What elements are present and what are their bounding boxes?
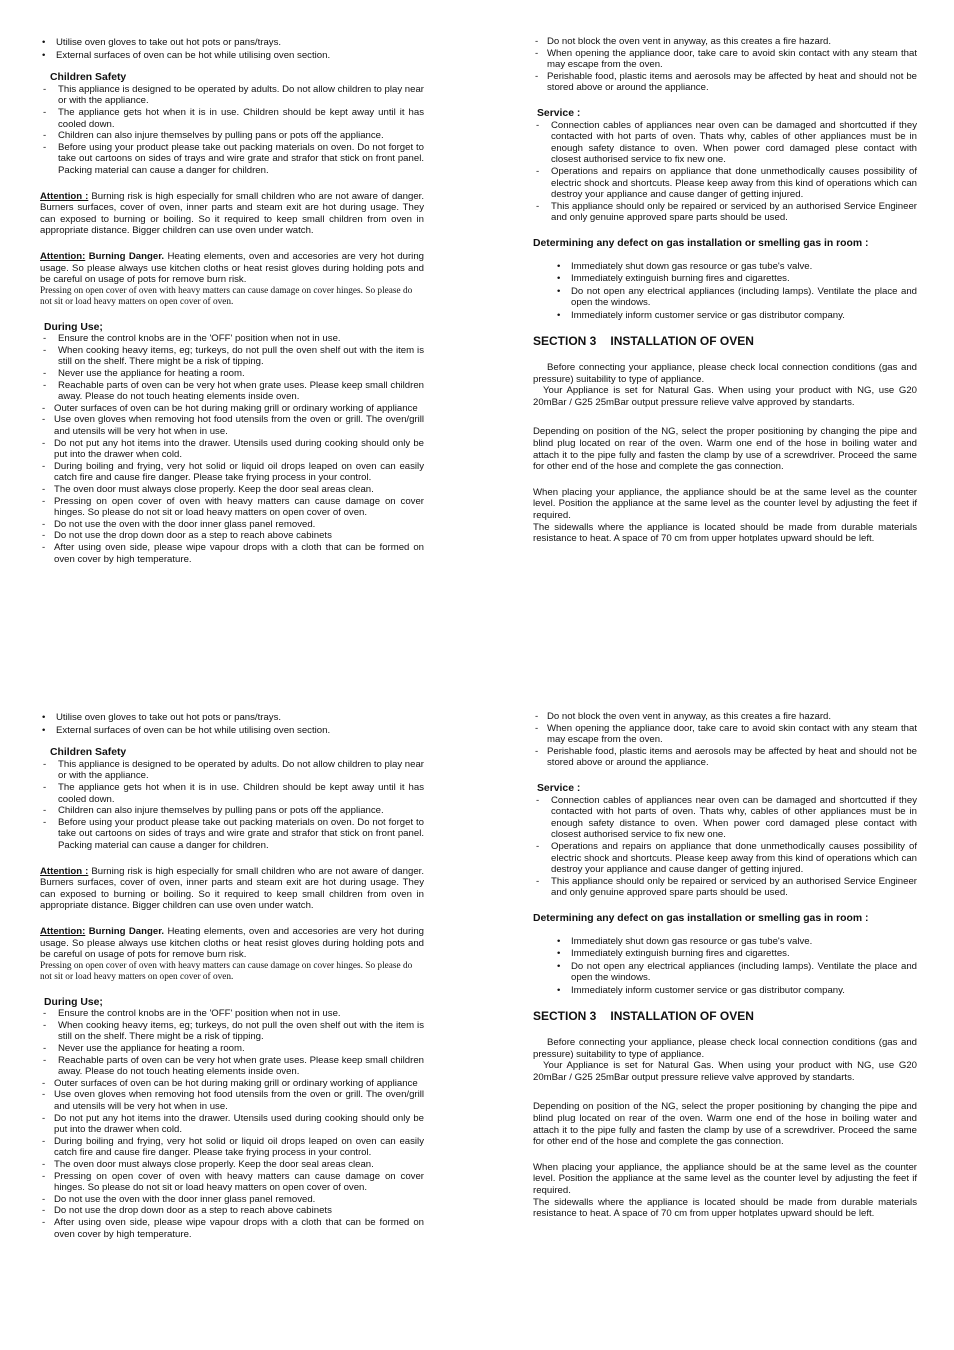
list-item: - Pressing on open cover of oven with heavy matters can cause damage on cover hinges. So please do not sit or load heavy matters on open cover of oven. <box>40 496 424 519</box>
paragraph: The sidewalls where the appliance is located should be made from durable materials resistance to heat. A space of 70 cm from upper hotplates upward should be left. <box>533 521 917 545</box>
paragraph: When placing your appliance, the appliance should be at the same level as the counter level. Position the appliance at the same level as the counter level by adjusting the feet if required. <box>533 486 917 521</box>
serif-note: Pressing on open cover of oven with heavy matters can cause damage on cover hinges. So please do not sit or load heavy matters on open cover of oven. <box>40 960 413 982</box>
attention-label: Attention : <box>40 190 89 202</box>
attention-text: Heating elements, oven and accesories are very hot during usage. So please always use kitchen cloths or heat resist gloves during holding pots and be careful on usage of pots for remove burn risk. <box>40 250 424 286</box>
attention-paragraph <box>40 191 424 237</box>
paragraph: Before connecting your appliance, please check local connection conditions (gas and pressure) suitability to type of appliance. <box>533 362 917 385</box>
bullet-item: • Immediately extinguish burning fires and cigarettes. <box>555 948 917 960</box>
right-column <box>533 36 917 545</box>
bullet-item: • Immediately shut down gas resource or gas tube's valve. <box>555 936 917 948</box>
left-column <box>40 36 424 565</box>
list-item: - Never use the appliance for heating a room. <box>40 368 424 380</box>
section-title: INSTALLATION OF OVEN <box>610 334 754 349</box>
list-item: - The oven door must always close properly. Keep the door seal areas clean. <box>40 484 424 496</box>
list-item: - Operations and repairs on appliance that done unmethodically causes possibility of electric shock and shortcuts. Please keep away from this kind of operations which can destroy your appliance and cause danger of getting injured. <box>533 841 917 876</box>
list-item: - Children can also injure themselves by pulling pans or pots off the appliance. <box>40 805 424 817</box>
bullet-item: • Do not open any electrical appliances (including lamps). Ventilate the place and open the windows. <box>555 286 917 309</box>
list-item: - When opening the appliance door, take care to avoid skin contact with any steam that may escape from the oven. <box>533 723 917 746</box>
section-number: SECTION 3 <box>533 1009 597 1024</box>
paragraph: The sidewalls where the appliance is located should be made from durable materials resistance to heat. A space of 70 cm from upper hotplates upward should be left. <box>533 1196 917 1220</box>
list-item: - Reachable parts of oven can be very hot when grate uses. Please keep small children away. Please do not touch heating elements inside oven. <box>40 1055 424 1078</box>
list-item: - Connection cables of appliances near oven can be damaged and shortcutted if they contacted with hot parts of oven. Thats why, cables of other appliances must be in enough safety distance to oven. When power cord damaged plese contact with closest authorised service to fix new one. <box>533 795 917 841</box>
section-heading <box>533 336 917 348</box>
list-item: - When cooking heavy items, eg; turkeys, do not pull the oven shelf out with the item is still on the shelf. There might be a risk of tipping. <box>40 345 424 368</box>
attention-label: Attention: <box>40 250 86 262</box>
list-item: - Children can also injure themselves by pulling pans or pots off the appliance. <box>40 130 424 142</box>
list-item: - Do not use the oven with the door inner glass panel removed. <box>40 1194 424 1206</box>
service-heading: Service : <box>537 782 581 794</box>
paragraph: Depending on position of the NG, select the proper positioning by changing the pipe and blind plug located on rear of the oven. Warm one end of the hose in boiling water and attach it to the pipe fully and fasten the clamp by use of a screwdriver. Proceed the same for other end of the hose and complete the gas connection. <box>533 426 917 473</box>
section-heading <box>533 1011 917 1023</box>
gas-defect-heading: Determining any defect on gas installation or smelling gas in room : <box>533 912 869 924</box>
children-safety-heading: Children Safety <box>50 747 127 759</box>
list-item: - Connection cables of appliances near oven can be damaged and shortcutted if they contacted with hot parts of oven. Thats why, cables of other appliances must be in enough safety distance to oven. When power cord damaged plese contact with closest authorised service to fix new one. <box>533 120 917 166</box>
burning-danger-label: Burning Danger. <box>88 250 165 262</box>
page-bottom <box>0 675 954 1335</box>
bullet-item: • Utilise oven gloves to take out hot pots or pans/trays. <box>40 37 424 49</box>
list-item: - Ensure the control knobs are in the 'OFF' position when not in use. <box>40 333 424 345</box>
list-item: - This appliance should only be repaired or serviced by an authorised Service Engineer and only genuine approved spare parts should be used. <box>533 201 917 224</box>
list-item: - Outer surfaces of oven can be hot during making grill or ordinary working of appliance <box>40 403 424 415</box>
burning-danger-label: Burning Danger. <box>88 925 165 937</box>
list-item: - Operations and repairs on appliance that done unmethodically causes possibility of electric shock and shortcuts. Please keep away from this kind of operations which can destroy your appliance and cause danger of getting injured. <box>533 166 917 201</box>
list-item: - Do not use the drop down door as a step to reach above cabinets <box>40 530 424 542</box>
list-item: - After using oven side, please wipe vapour drops with a cloth that can be formed on oven cover by high temperature. <box>40 1217 424 1240</box>
bullet-item: • Immediately shut down gas resource or gas tube's valve. <box>555 261 917 273</box>
list-item: - Do not put any hot items into the drawer. Utensils used during cooking should only be put into the drawer when cold. <box>40 438 424 461</box>
list-item: - Reachable parts of oven can be very hot when grate uses. Please keep small children away. Please do not touch heating elements inside oven. <box>40 380 424 403</box>
list-item: - Pressing on open cover of oven with heavy matters can cause damage on cover hinges. So please do not sit or load heavy matters on open cover of oven. <box>40 1171 424 1194</box>
bullet-item: • Immediately extinguish burning fires and cigarettes. <box>555 273 917 285</box>
bullet-item: • Do not open any electrical appliances (including lamps). Ventilate the place and open the windows. <box>555 961 917 984</box>
list-item: - The appliance gets hot when it is in use. Children should be kept away until it has cooled down. <box>40 782 424 805</box>
gas-defect-heading: Determining any defect on gas installation or smelling gas in room : <box>533 237 869 249</box>
left-column <box>40 711 424 1240</box>
list-item: - When cooking heavy items, eg; turkeys, do not pull the oven shelf out with the item is still on the shelf. There might be a risk of tipping. <box>40 1020 424 1043</box>
bullet-item: • Immediately inform customer service or gas distributor company. <box>555 310 917 322</box>
attention-text: Burning risk is high especially for small children who are not aware of danger. Burners surfaces, cover of oven, inner parts and steam exit are hot during usage. They can exposed to burning or boiling. So it required to keep small children from oven in appropriate distance. Bigger children can use oven under watch. <box>40 865 424 912</box>
attention-paragraph <box>40 926 424 961</box>
attention-text: Burning risk is high especially for small children who are not aware of danger. Burners surfaces, cover of oven, inner parts and steam exit are hot during usage. They can exposed to burning or boiling. So it required to keep small children from oven in appropriate distance. Bigger children can use oven under watch. <box>40 190 424 237</box>
attention-label: Attention : <box>40 865 89 877</box>
list-item: - Outer surfaces of oven can be hot during making grill or ordinary working of appliance <box>40 1078 424 1090</box>
list-item: - Ensure the control knobs are in the 'OFF' position when not in use. <box>40 1008 424 1020</box>
list-item: - After using oven side, please wipe vapour drops with a cloth that can be formed on oven cover by high temperature. <box>40 542 424 565</box>
list-item: - When opening the appliance door, take care to avoid skin contact with any steam that may escape from the oven. <box>533 48 917 71</box>
list-item: - Do not put any hot items into the drawer. Utensils used during cooking should only be put into the drawer when cold. <box>40 1113 424 1136</box>
paragraph: Before connecting your appliance, please check local connection conditions (gas and pressure) suitability to type of appliance. <box>533 1037 917 1060</box>
right-column <box>533 711 917 1220</box>
list-item: - This appliance is designed to be operated by adults. Do not allow children to play near or with the appliance. <box>40 759 424 782</box>
page-top <box>0 0 954 660</box>
list-item: - Perishable food, plastic items and aerosols may be affected by heat and should not be stored above or around the appliance. <box>533 71 917 94</box>
list-item: - Do not use the oven with the door inner glass panel removed. <box>40 519 424 531</box>
gas-defect-list <box>533 261 917 322</box>
paragraph: Depending on position of the NG, select the proper positioning by changing the pipe and blind plug located on rear of the oven. Warm one end of the hose in boiling water and attach it to the pipe fully and fasten the clamp by use of a screwdriver. Proceed the same for other end of the hose and complete the gas connection. <box>533 1101 917 1148</box>
list-item: - Perishable food, plastic items and aerosols may be affected by heat and should not be stored above or around the appliance. <box>533 746 917 769</box>
list-item: - Use oven gloves when removing hot food utensils from the oven or grill. The oven/grill and utensils will be very hot when in use. <box>40 414 424 437</box>
bullet-item: • Utilise oven gloves to take out hot pots or pans/trays. <box>40 712 424 724</box>
attention-paragraph <box>40 866 424 912</box>
list-item: - The appliance gets hot when it is in use. Children should be kept away until it has cooled down. <box>40 107 424 130</box>
serif-note: Pressing on open cover of oven with heavy matters can cause damage on cover hinges. So please do not sit or load heavy matters on open cover of oven. <box>40 285 413 307</box>
list-item: - Do not block the oven vent in anyway, as this creates a fire hazard. <box>533 36 917 48</box>
children-safety-heading: Children Safety <box>50 72 127 84</box>
list-item: - This appliance is designed to be operated by adults. Do not allow children to play near or with the appliance. <box>40 84 424 107</box>
during-use-heading: During Use; <box>44 321 103 333</box>
during-use-heading: During Use; <box>44 996 103 1008</box>
list-item: - Before using your product please take out packing materials on oven. Do not forget to take out cartoons on sides of trays and wire grate and strafor that stick on front panel. Packing material can cause a danger for children. <box>40 142 424 177</box>
attention-text: Heating elements, oven and accesories are very hot during usage. So please always use kitchen cloths or heat resist gloves during holding pots and be careful on usage of pots for remove burn risk. <box>40 925 424 961</box>
list-item: - Use oven gloves when removing hot food utensils from the oven or grill. The oven/grill and utensils will be very hot when in use. <box>40 1089 424 1112</box>
bullet-item: • External surfaces of oven can be hot while utilising oven section. <box>40 725 424 737</box>
list-item: - Before using your product please take out packing materials on oven. Do not forget to take out cartoons on sides of trays and wire grate and strafor that stick on front panel. Packing material can cause a danger for children. <box>40 817 424 852</box>
list-item: - During boiling and frying, very hot solid or liquid oil drops leaped on oven can easily catch fire and cause fire danger. Please take frying process in your control. <box>40 1136 424 1159</box>
list-item: - This appliance should only be repaired or serviced by an authorised Service Engineer and only genuine approved spare parts should be used. <box>533 876 917 899</box>
list-item: - Do not block the oven vent in anyway, as this creates a fire hazard. <box>533 711 917 723</box>
service-heading: Service : <box>537 107 581 119</box>
attention-label: Attention: <box>40 925 86 937</box>
paragraph: Your Appliance is set for Natural Gas. When using your product with NG, use G20 20mBar / G25 25mBar output pressure relieve valve approved by standarts. <box>533 385 917 408</box>
section-title: INSTALLATION OF OVEN <box>610 1009 754 1024</box>
paragraph: Your Appliance is set for Natural Gas. When using your product with NG, use G20 20mBar / G25 25mBar output pressure relieve valve approved by standarts. <box>533 1060 917 1083</box>
bullet-item: • Immediately inform customer service or gas distributor company. <box>555 985 917 997</box>
attention-paragraph <box>40 251 424 286</box>
gas-defect-list <box>533 936 917 997</box>
section-number: SECTION 3 <box>533 334 597 349</box>
paragraph: When placing your appliance, the appliance should be at the same level as the counter level. Position the appliance at the same level as the counter level by adjusting the feet if required. <box>533 1161 917 1196</box>
list-item: - The oven door must always close properly. Keep the door seal areas clean. <box>40 1159 424 1171</box>
list-item: - Do not use the drop down door as a step to reach above cabinets <box>40 1205 424 1217</box>
list-item: - Never use the appliance for heating a room. <box>40 1043 424 1055</box>
bullet-item: • External surfaces of oven can be hot while utilising oven section. <box>40 50 424 62</box>
list-item: - During boiling and frying, very hot solid or liquid oil drops leaped on oven can easily catch fire and cause fire danger. Please take frying process in your control. <box>40 461 424 484</box>
